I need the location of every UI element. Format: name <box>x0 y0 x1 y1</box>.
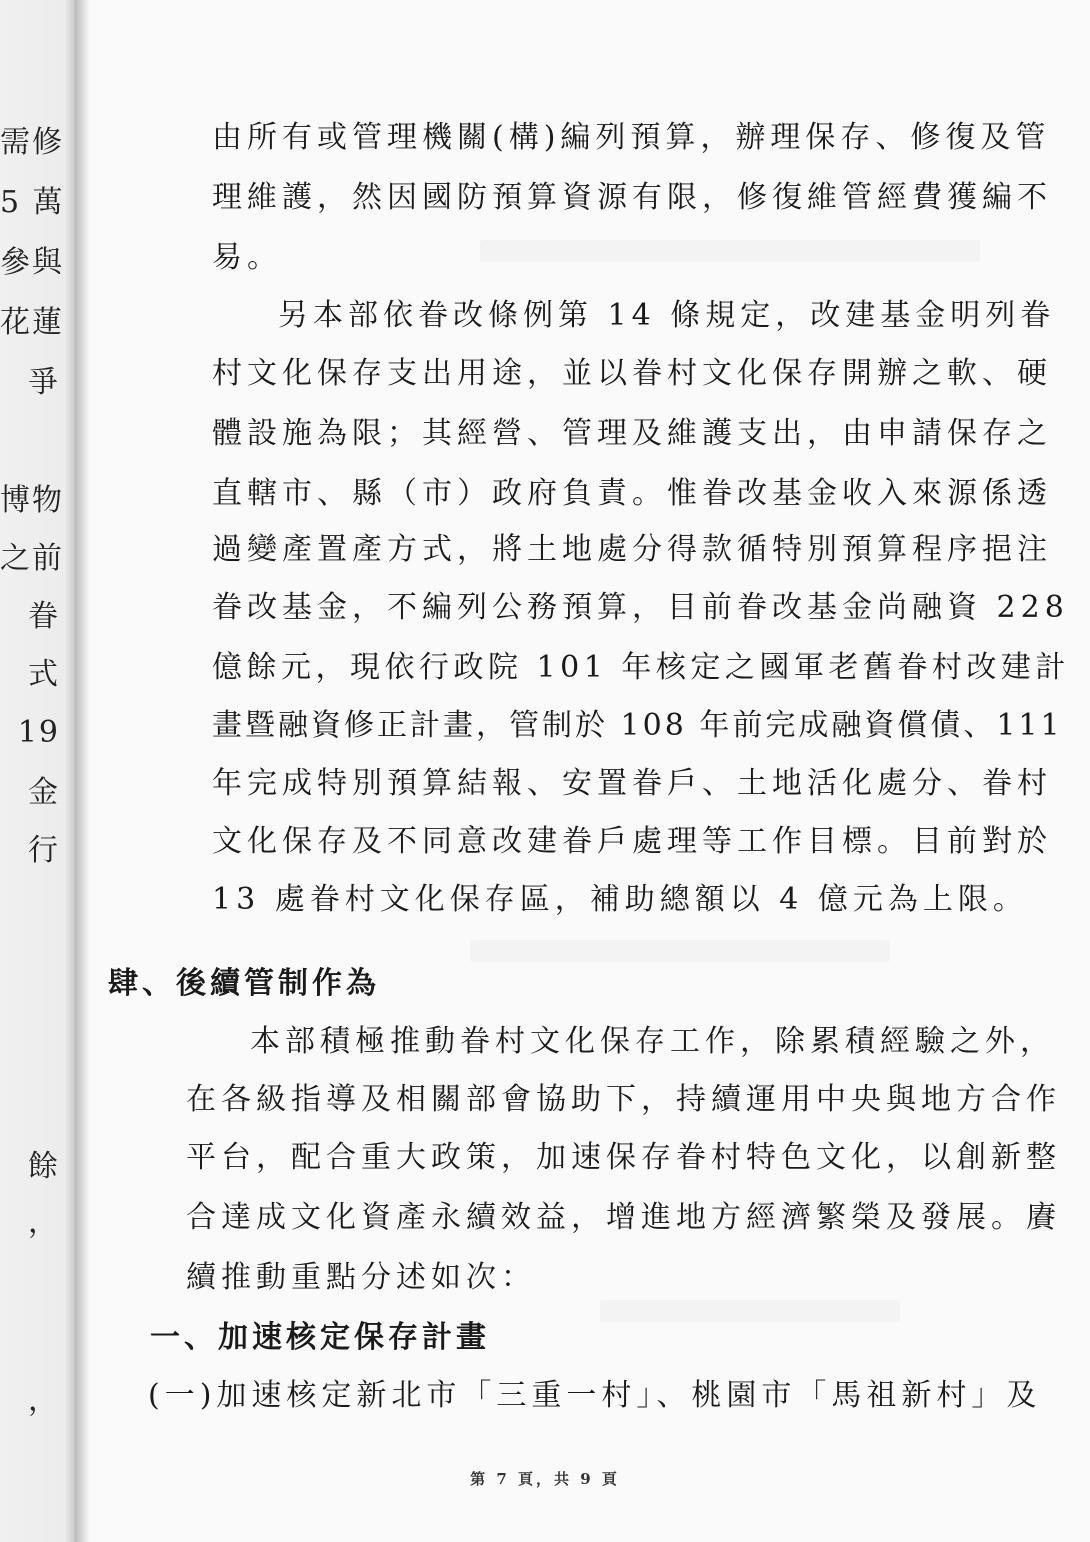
prev-page-fragment: 式 <box>28 657 60 692</box>
body-text-line: 易。 <box>212 240 282 275</box>
prev-page-fragment: 花蓮 <box>0 305 64 340</box>
body-text-line: 文化保存及不同意改建眷戶處理等工作目標。目前對於 <box>212 824 1052 859</box>
section-heading: 肆、後續管制作為 <box>108 966 380 1001</box>
body-text-line: 年完成特別預算結報、安置眷戶、土地活化處分、眷村 <box>212 766 1052 801</box>
body-text-line: 億餘元，現依行政院 101 年核定之國軍老舊眷村改建計 <box>212 650 1070 685</box>
subsection-heading: 一、加速核定保存計畫 <box>150 1320 490 1355</box>
bleed-through-mark <box>470 940 890 962</box>
prev-page-fragment: 之前 <box>0 541 64 576</box>
previous-page-margin <box>0 0 76 1542</box>
prev-page-fragment: 5 萬 <box>0 185 65 220</box>
prev-page-fragment: ， <box>28 1383 60 1418</box>
prev-page-fragment: 行 <box>28 833 60 868</box>
prev-page-fragment: 金 <box>28 775 60 810</box>
prev-page-fragment: 需修 <box>0 125 64 160</box>
bleed-through-mark <box>480 240 980 262</box>
body-text-line: 本部積極推動眷村文化保存工作，除累積經驗之外， <box>250 1024 1055 1059</box>
list-item-text: (一)加速核定新北市「三重一村」、桃園市「馬祖新村」及 <box>148 1378 1042 1413</box>
body-text-line: 理維護，然因國防預算資源有限，修復維管經費獲編不 <box>212 180 1052 215</box>
body-text-line: 另本部依眷改條例第 14 條規定，改建基金明列眷 <box>278 298 1056 333</box>
body-text-line: 由所有或管理機關(構)編列預算，辦理保存、修復及管 <box>212 120 1051 155</box>
prev-page-fragment: 19 <box>17 715 60 750</box>
prev-page-fragment: 博物 <box>0 483 64 518</box>
body-text-line: 合達成文化資產永續效益，增進地方經濟繁榮及發展。賡 <box>186 1200 1061 1235</box>
body-text-line: 體設施為限；其經營、管理及維護支出，由申請保存之 <box>212 416 1052 451</box>
body-text-line: 續推動重點分述如次： <box>186 1260 536 1295</box>
page-number: 第 7 頁，共 9 頁 <box>470 1470 620 1488</box>
body-text-line: 13 處眷村文化保存區，補助總額以 4 億元為上限。 <box>212 882 1028 917</box>
prev-page-fragment: 爭 <box>28 365 60 400</box>
body-text-line: 過變產置產方式，將土地處分得款循特別預算程序挹注 <box>212 532 1052 567</box>
body-text-line: 直轄市、縣（市）政府負責。惟眷改基金收入來源係透 <box>212 476 1052 511</box>
body-text-line: 在各級指導及相關部會協助下，持續運用中央與地方合作 <box>186 1082 1061 1117</box>
body-text-line: 村文化保存支出用途，並以眷村文化保存開辦之軟、硬 <box>212 356 1052 391</box>
prev-page-fragment: 眷 <box>28 599 60 634</box>
prev-page-fragment: ， <box>28 1205 60 1240</box>
page-fold-shadow <box>76 0 90 1542</box>
prev-page-fragment: 餘 <box>28 1149 60 1184</box>
body-text-line: 眷改基金，不編列公務預算，目前眷改基金尚融資 228 <box>212 590 1069 625</box>
body-text-line: 平台，配合重大政策，加速保存眷村特色文化，以創新整 <box>186 1140 1061 1175</box>
bleed-through-mark <box>600 1300 900 1322</box>
prev-page-fragment: 參與 <box>0 245 64 280</box>
body-text-line: 畫暨融資修正計畫，管制於 108 年前完成融資償債、111 <box>212 708 1063 743</box>
